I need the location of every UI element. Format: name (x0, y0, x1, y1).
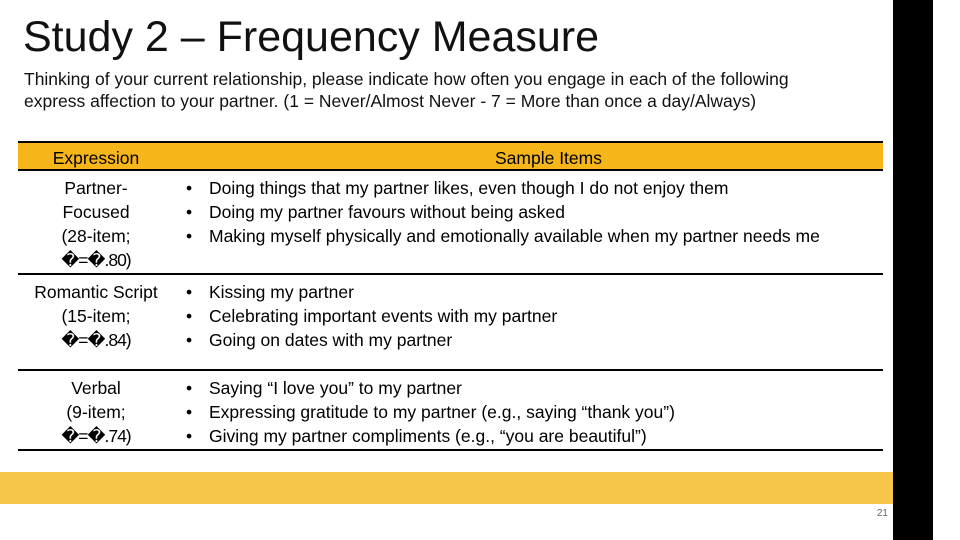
table-header (18, 141, 883, 171)
footer-band (0, 472, 893, 504)
table-row (18, 371, 883, 451)
list-item: • Saying “I love you” to my partner (186, 378, 462, 398)
list-item: • Making myself physically and emotionally available when my partner needs me (186, 226, 820, 246)
bullet-icon: • (186, 330, 193, 350)
intro-line-1: Thinking of your current relationship, please indicate how often you engage in each of the following (24, 69, 789, 89)
sample-items (174, 371, 883, 449)
sample-items (174, 171, 883, 273)
header-sample-items: Sample Items (495, 148, 602, 168)
side-bar (893, 0, 933, 540)
bullet-icon: • (186, 306, 193, 326)
table-row (18, 171, 883, 275)
expression-label: Romantic Script (15-item; �=�.84) (34, 282, 158, 350)
list-item: • Expressing gratitude to my partner (e.g., saying “thank you”) (186, 402, 675, 422)
table-row (18, 275, 883, 371)
bullet-icon: • (186, 226, 193, 246)
list-item: • Going on dates with my partner (186, 330, 453, 350)
bullet-icon: • (186, 202, 193, 222)
list-item: • Kissing my partner (186, 282, 354, 302)
expression-table (18, 141, 883, 451)
slide-title: Study 2 – Frequency Measure (23, 13, 600, 61)
header-expression: Expression (52, 148, 140, 168)
page-number: 21 (876, 508, 888, 519)
intro-text (24, 68, 904, 112)
bullet-icon: • (186, 402, 193, 422)
intro-line-2: express affection to your partner. (1 = Never/Almost Never - 7 = More than once a day/Always) (24, 91, 757, 111)
bullet-icon: • (186, 378, 193, 398)
list-item: • Doing my partner favours without being asked (186, 202, 566, 222)
list-item: • Giving my partner compliments (e.g., “you are beautiful”) (186, 426, 647, 446)
sample-items (174, 275, 883, 369)
list-item: • Celebrating important events with my partner (186, 306, 558, 326)
bullet-icon: • (186, 178, 193, 198)
bullet-icon: • (186, 426, 193, 446)
list-item: • Doing things that my partner likes, even though I do not enjoy them (186, 178, 729, 198)
expression-label: Verbal (9-item; �=�.74) (61, 378, 131, 446)
expression-label: Partner- Focused (28-item; �=�.80) (61, 178, 131, 270)
bullet-icon: • (186, 282, 193, 302)
